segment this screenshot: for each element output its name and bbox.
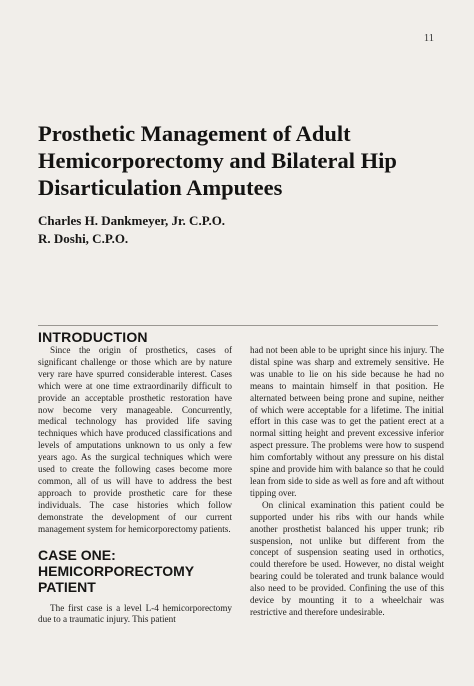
clinical-exam-paragraph: On clinical examination this patient could be supported under his ribs with our hands while another prosthetist balanced his upper trunk; rib suspension, not unlike but different from the concept of suspension seating used in orthotics, could therefore be used. However, no distal weight bearing could be tolerated and trunk balance would also need to be provided. Confining the use of this device by mounting it to a wheelchair was restrictive and therefore undesirable. — [250, 499, 444, 617]
introduction-heading: INTRODUCTION — [38, 329, 148, 345]
intro-paragraph: Since the origin of prosthetics, cases of significant challenge or those which are by nature very rare have spurred considerable interest. Cases which were at one time extraordinarily difficult to provide an acceptable prosthetic restoration have now become very manageable. Concurrently, medical technology has provided life saving techniques which have produced classifications and levels of amputations unknown to us only a few years ago. As the surgical techniques which were used to create the following cases become more common, all of us will have to address the best approach to provide prosthetic care for these individuals. The case histories which follow demonstrate the development of our current management system for hemicorporectomy patients. — [38, 345, 232, 534]
section-divider — [38, 325, 438, 326]
author-list — [38, 212, 225, 248]
case-heading-line-3: PATIENT — [38, 578, 96, 595]
case-one-paragraph: The first case is a level L-4 hemicorporectomy due to a traumatic injury. This patient — [38, 602, 232, 625]
continued-paragraph: had not been able to be upright since his injury. The distal spine was sharp and extremely sensitive. He was unable to lie on his side because he had no means to maintain himself in that position. He alternated between being prone and supine, neither of which were acceptable for a lifetime. The initial effort in this case was to get the patient erect at a normal sitting height and prevent excessive inferior aspect pressure. The problems were how to suspend him comfortably without any pressure on his distal spine and provide him with balance so that he could lean from side to side as well as fore and aft without tipping over. — [250, 345, 444, 498]
author-1: Charles H. Dankmeyer, Jr. C.P.O. — [38, 213, 226, 228]
case-heading-line-2: HEMICORPORECTOMY — [38, 562, 195, 579]
page-number: 11 — [423, 33, 434, 44]
case-one-heading — [38, 547, 232, 595]
author-2: R. Doshi, C.P.O. — [38, 231, 129, 246]
article-title: Prosthetic Management of Adult Hemicorporectomy and Bilateral Hip Disarticulation Amputees — [38, 121, 397, 200]
right-column — [250, 345, 444, 619]
case-heading-line-1: CASE ONE: — [38, 546, 116, 563]
left-column — [38, 345, 232, 626]
